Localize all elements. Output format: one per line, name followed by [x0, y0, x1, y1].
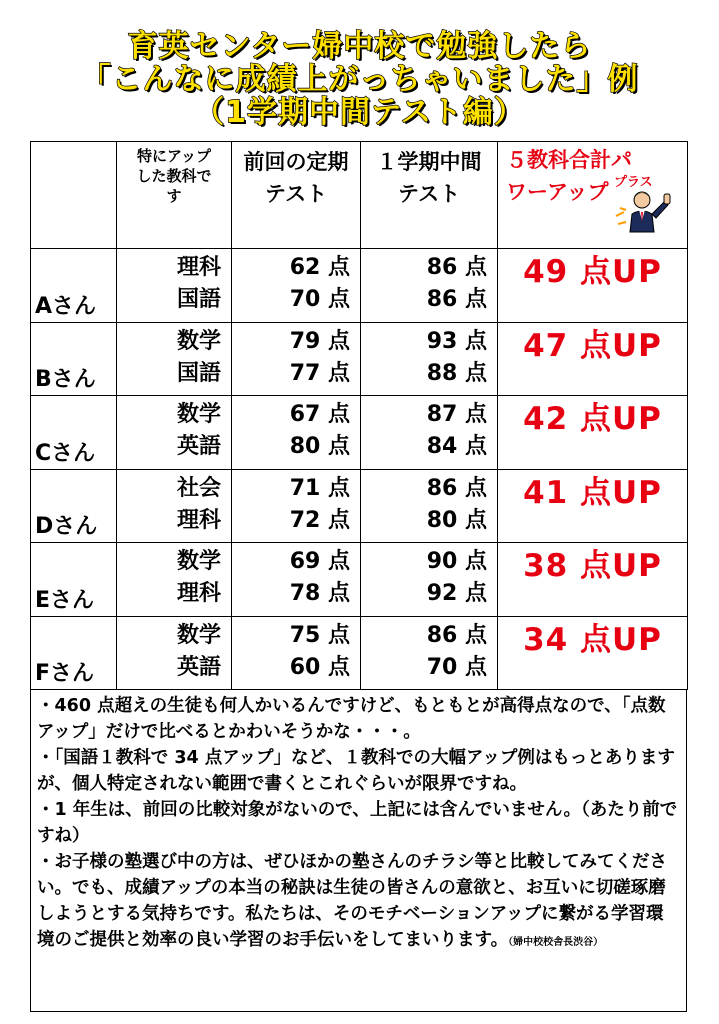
previous-score-cell: 75 点 60 点: [232, 616, 361, 690]
subject-cell: 数学 英語: [117, 396, 232, 470]
gain-badge: 41 点UP: [498, 469, 688, 543]
student-row-c: [31, 396, 688, 470]
header-subject: 特にアップした教科です: [117, 142, 232, 249]
plus-label: プラス: [614, 175, 653, 190]
gain-badge: 49 点UP: [498, 249, 688, 323]
student-name: Aさん: [31, 249, 117, 323]
note-4: ・お子様の塾選び中の方は、ぜひほかの塾さんのチラシ等と比較してみてください。でも、成績アップの本当の秘訣は生徒の皆さんの意欲と、お互いに切磋琢磨しようとする気持ちです。私たちは、そのモチベーションアップに繋がる学習環境のご提供と効率の良い学習のお手伝いをしてまいります。（婦中校校舎長渋谷）: [37, 852, 667, 950]
midterm-score-cell: 93 点 88 点: [361, 322, 498, 396]
student-row-e: [31, 543, 688, 617]
previous-score-cell: 69 点 78 点: [232, 543, 361, 617]
note-1: ・460 点超えの生徒も何人かいるんですけど、もともとが高得点なので、「点数アップ」だけで比べるとかわいそうかな・・・。: [37, 696, 666, 742]
thumbs-up-person-icon: [610, 172, 676, 234]
previous-score-cell: 79 点 77 点: [232, 322, 361, 396]
student-row-a: [31, 249, 688, 323]
student-name: Dさん: [31, 469, 117, 543]
midterm-score-cell: 86 点 86 点: [361, 249, 498, 323]
header-previous: 前回の定期テスト: [232, 142, 361, 249]
student-name: Eさん: [31, 543, 117, 617]
student-row-f: [31, 616, 688, 690]
header-row: [31, 142, 688, 249]
note-2: ・「国語１教科で 34 点アップ」など、１教科での大幅アップ例はもっとありますが、個人特定されない範囲で書くとこれぐらいが限界ですね。: [37, 748, 675, 794]
header-midterm: １学期中間テスト: [361, 142, 498, 249]
subject-cell: 数学 理科: [117, 543, 232, 617]
student-row-d: [31, 469, 688, 543]
student-row-b: [31, 322, 688, 396]
subject-cell: 社会 理科: [117, 469, 232, 543]
gain-badge: 47 点UP: [498, 322, 688, 396]
previous-score-cell: 71 点 72 点: [232, 469, 361, 543]
title-line-1: 育英センター婦中校で勉強したら: [127, 29, 592, 64]
midterm-score-cell: 87 点 84 点: [361, 396, 498, 470]
student-name: Cさん: [31, 396, 117, 470]
subject-cell: 理科 国語: [117, 249, 232, 323]
previous-score-cell: 67 点 80 点: [232, 396, 361, 470]
signature: （婦中校校舎長渋谷）: [508, 937, 604, 948]
student-name: Fさん: [31, 616, 117, 690]
notes-box: [30, 689, 687, 1012]
midterm-score-cell: 86 点 70 点: [361, 616, 498, 690]
results-table: [30, 141, 688, 690]
gain-badge: 38 点UP: [498, 543, 688, 617]
previous-score-cell: 62 点 70 点: [232, 249, 361, 323]
gain-badge: 42 点UP: [498, 396, 688, 470]
note-3: ・1 年生は、前回の比較対象がないので、上記には含んでいません。（あたり前ですね）: [37, 800, 678, 846]
gain-badge: 34 点UP: [498, 616, 688, 690]
title-line-2: 「こんなに成績上がっちゃいました」例: [80, 62, 639, 97]
subject-cell: 数学 国語: [117, 322, 232, 396]
header-total: ５教科合計パワーアップ プラス: [498, 142, 688, 249]
midterm-score-cell: 86 点 80 点: [361, 469, 498, 543]
midterm-score-cell: 90 点 92 点: [361, 543, 498, 617]
student-name: Bさん: [31, 322, 117, 396]
title-line-3: （1学期中間テスト編）: [194, 95, 525, 130]
subject-cell: 数学 英語: [117, 616, 232, 690]
header-empty: [31, 142, 117, 249]
